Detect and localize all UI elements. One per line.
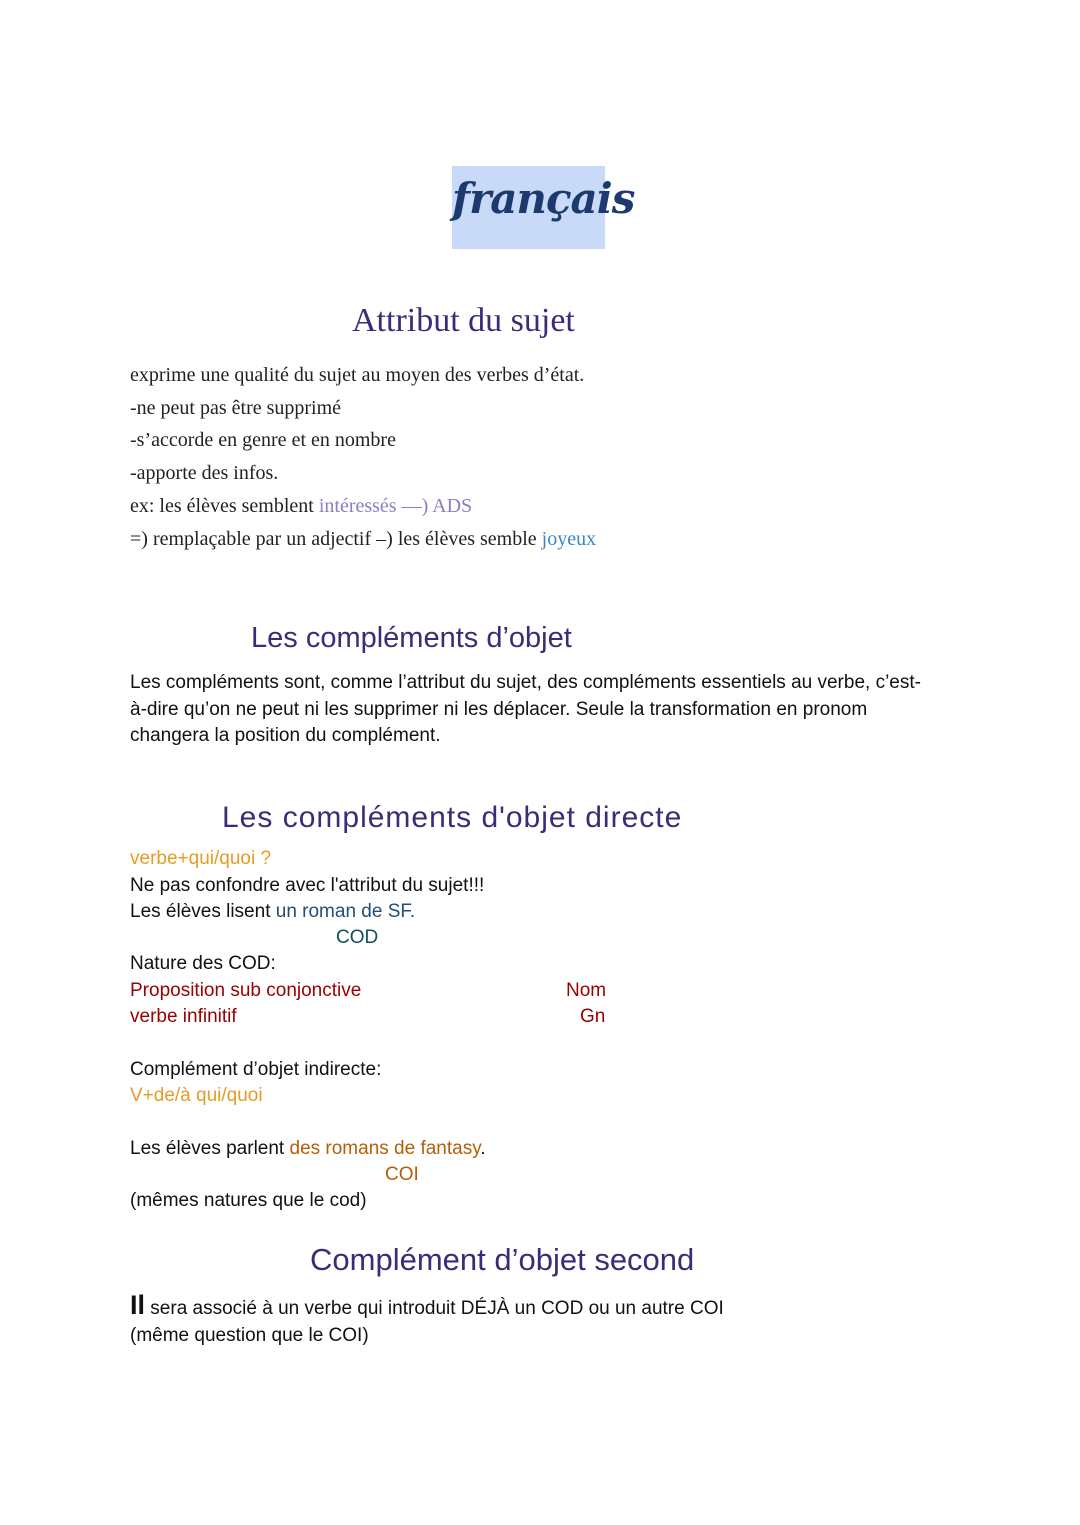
- attribut-example-prefix: ex: les élèves semblent: [130, 495, 319, 517]
- attribut-rule: [130, 528, 596, 551]
- coi-example-suffix: .: [480, 1138, 486, 1159]
- attribut-heading: Attribut du sujet: [352, 302, 575, 339]
- attribut-line-3: -s’accorde en genre et en nombre: [130, 429, 396, 451]
- attribut-line-2: -ne peut pas être supprimé: [130, 397, 342, 419]
- attribut-rule-prefix: =) remplaçable par un adjectif –) les élèves semble: [130, 528, 542, 550]
- coi-example: [130, 1138, 486, 1160]
- cod-example-prefix: Les élèves lisent: [130, 901, 276, 922]
- title-logo-text: français: [452, 174, 635, 223]
- cos-note: (même question que le COI): [130, 1325, 369, 1346]
- coi-label: COI: [385, 1164, 419, 1185]
- cod-nature-left-2: verbe infinitif: [130, 1006, 237, 1027]
- cod-warning: Ne pas confondre avec l'attribut du sujet!!!: [130, 875, 485, 896]
- cod-example: [130, 901, 415, 923]
- cod-nature-right-2: Gn: [580, 1006, 606, 1027]
- attribut-example-word: intéressés: [318, 495, 397, 517]
- cod-label: COD: [336, 927, 379, 948]
- attribut-rule-word: joyeux: [541, 528, 597, 550]
- attribut-example-arrow: —) ADS: [396, 495, 473, 517]
- attribut-line-4: -apporte des infos.: [130, 462, 279, 484]
- coi-question: V+de/à qui/quoi: [130, 1085, 263, 1106]
- cod-example-object: un roman de SF.: [275, 901, 416, 922]
- attribut-example: [130, 495, 472, 518]
- cod-question: verbe+qui/quoi ?: [130, 848, 272, 869]
- cod-nature-title: Nature des COD:: [130, 953, 276, 974]
- cod-nature-left-1: Proposition sub conjonctive: [130, 980, 362, 1001]
- cod-heading: Les compléments d'objet directe: [222, 801, 683, 834]
- coi-example-object: des romans de fantasy: [289, 1138, 481, 1159]
- cos-line: [130, 1290, 724, 1321]
- cos-line-text: sera associé à un verbe qui introduit DÉJÀ un COD ou un autre COI: [145, 1298, 724, 1319]
- coi-title: Complément d’objet indirecte:: [130, 1059, 382, 1080]
- complements-heading: Les compléments d’objet: [251, 622, 572, 654]
- cos-first-letter: Il: [130, 1290, 146, 1320]
- complements-paragraph: Les compléments sont, comme l’attribut du sujet, des compléments essentiels au verbe, c’est-à-dire qu’on ne peut ni les supprimer ni les déplacer. Seule la transformation en pronom changera la position du complément.: [130, 672, 921, 746]
- coi-example-prefix: Les élèves parlent: [130, 1138, 290, 1159]
- attribut-line-1: exprime une qualité du sujet au moyen des verbes d’état.: [130, 364, 585, 386]
- coi-note: (mêmes natures que le cod): [130, 1190, 367, 1211]
- title-logo: [452, 166, 635, 249]
- cos-heading: Complément d’objet second: [310, 1242, 695, 1277]
- cod-nature-right-1: Nom: [566, 980, 607, 1001]
